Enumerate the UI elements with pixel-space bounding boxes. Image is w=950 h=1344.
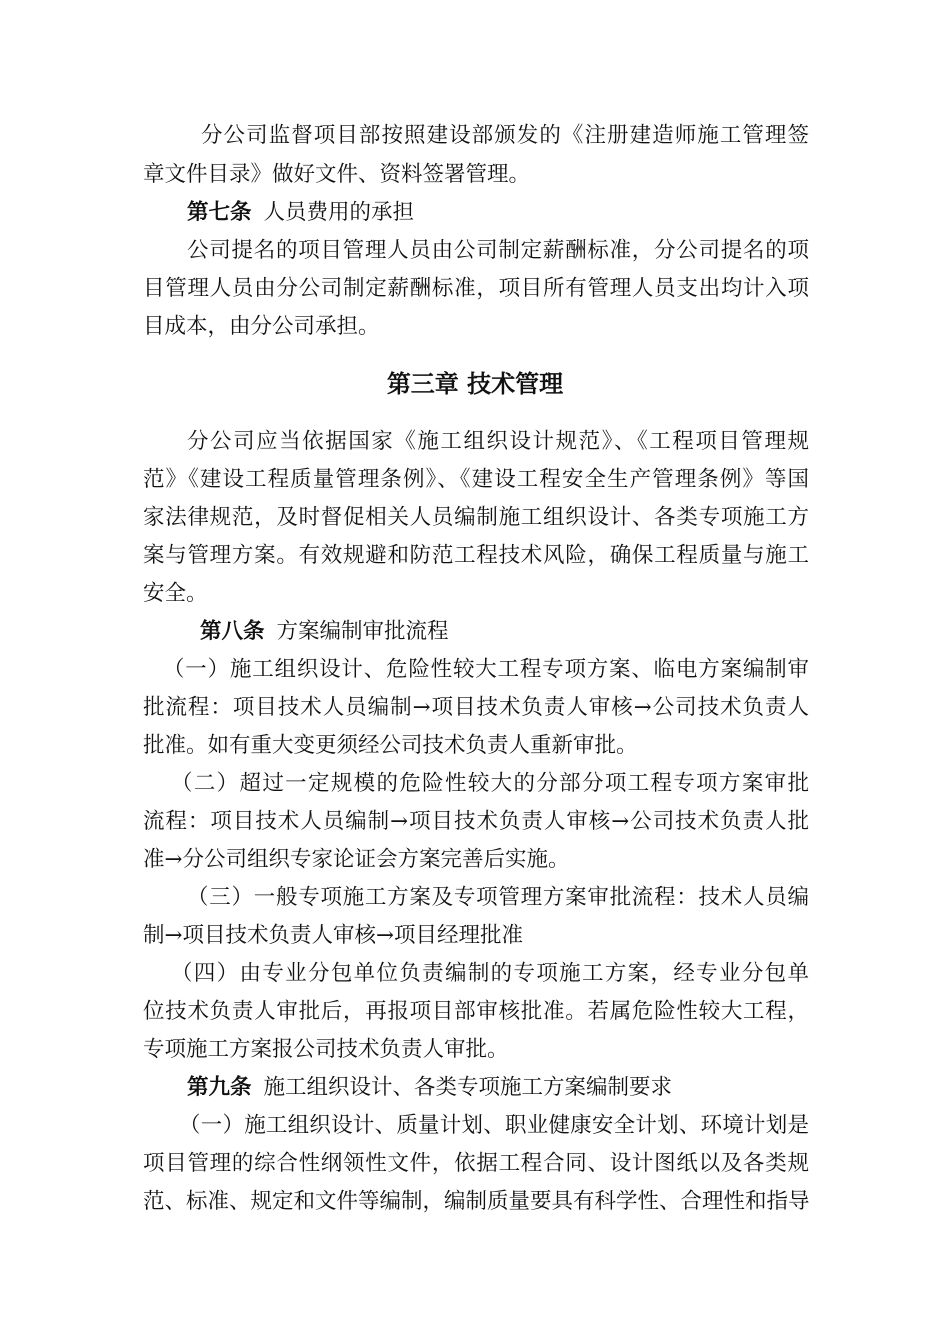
paragraph-line: 章文件目录》做好文件、资料签署管理。 [143, 162, 531, 187]
paragraph-line: （二）超过一定规模的危险性较大的分部分项工程专项方案审批 [171, 771, 809, 796]
chapter-title: 第三章 技术管理 [386, 370, 564, 398]
paragraph-line: 范、标准、规定和文件等编制，编制质量要具有科学性、合理性和指导 [143, 1189, 810, 1214]
article-heading [187, 195, 787, 231]
article-number: 第七条 [187, 200, 252, 225]
article-number: 第九条 [187, 1075, 252, 1100]
paragraph-line: （一）施工组织设计、危险性较大工程专项方案、临电方案编制审 [163, 657, 809, 682]
article-heading [187, 1070, 787, 1106]
paragraph-line: 项目管理的综合性纲领性文件，依据工程合同、设计图纸以及各类规 [143, 1151, 809, 1176]
paragraph-line: 分公司监督项目部按照建设部颁发的《注册建造师施工管理签 [201, 123, 809, 148]
paragraph-line: （三）一般专项施工方案及专项管理方案审批流程：技术人员编 [187, 885, 809, 910]
paragraph-line: 案与管理方案。有效规避和防范工程技术风险，确保工程质量与施工 [143, 543, 809, 568]
article-title: 施工组织设计、各类专项施工方案编制要求 [263, 1075, 673, 1100]
paragraph-line: （一）施工组织设计、质量计划、职业健康安全计划、环境计划是 [179, 1113, 809, 1138]
article-title: 人员费用的承担 [263, 200, 415, 225]
paragraph-line: 范》《建设工程质量管理条例》、《建设工程安全生产管理条例》等国 [143, 467, 809, 492]
paragraph-line: 分公司应当依据国家《施工组织设计规范》、《工程项目管理规 [187, 429, 809, 454]
paragraph-line: 流程：项目技术人员编制→项目技术负责人审核→公司技术负责人批 [143, 809, 809, 834]
paragraph-line: 批流程：项目技术人员编制→项目技术负责人审核→公司技术负责人 [143, 695, 809, 720]
article-number: 第八条 [200, 619, 265, 644]
paragraph-line: 位技术负责人审批后，再报项目部审核批准。若属危险性较大工程， [143, 999, 809, 1024]
paragraph-line: （四）由专业分包单位负责编制的专项施工方案，经专业分包单 [171, 961, 809, 986]
paragraph-line: 安全。 [143, 581, 208, 606]
paragraph-line: 家法律规范，及时督促相关人员编制施工组织设计、各类专项施工方 [143, 505, 809, 530]
paragraph-line: 批准。如有重大变更须经公司技术负责人重新审批。 [143, 733, 638, 758]
paragraph-line: 目成本，由分公司承担。 [143, 314, 380, 339]
paragraph-line: 公司提名的项目管理人员由公司制定薪酬标准，分公司提名的项 [187, 238, 809, 263]
paragraph-line: 专项施工方案报公司技术负责人审批。 [143, 1037, 509, 1062]
paragraph-line: 目管理人员由分公司制定薪酬标准，项目所有管理人员支出均计入项 [143, 276, 809, 301]
article-heading [200, 614, 800, 650]
paragraph-line: 准→分公司组织专家论证会方案完善后实施。 [143, 847, 570, 872]
article-title: 方案编制审批流程 [276, 619, 449, 644]
paragraph-line: 制→项目技术负责人审核→项目经理批准 [143, 923, 524, 948]
